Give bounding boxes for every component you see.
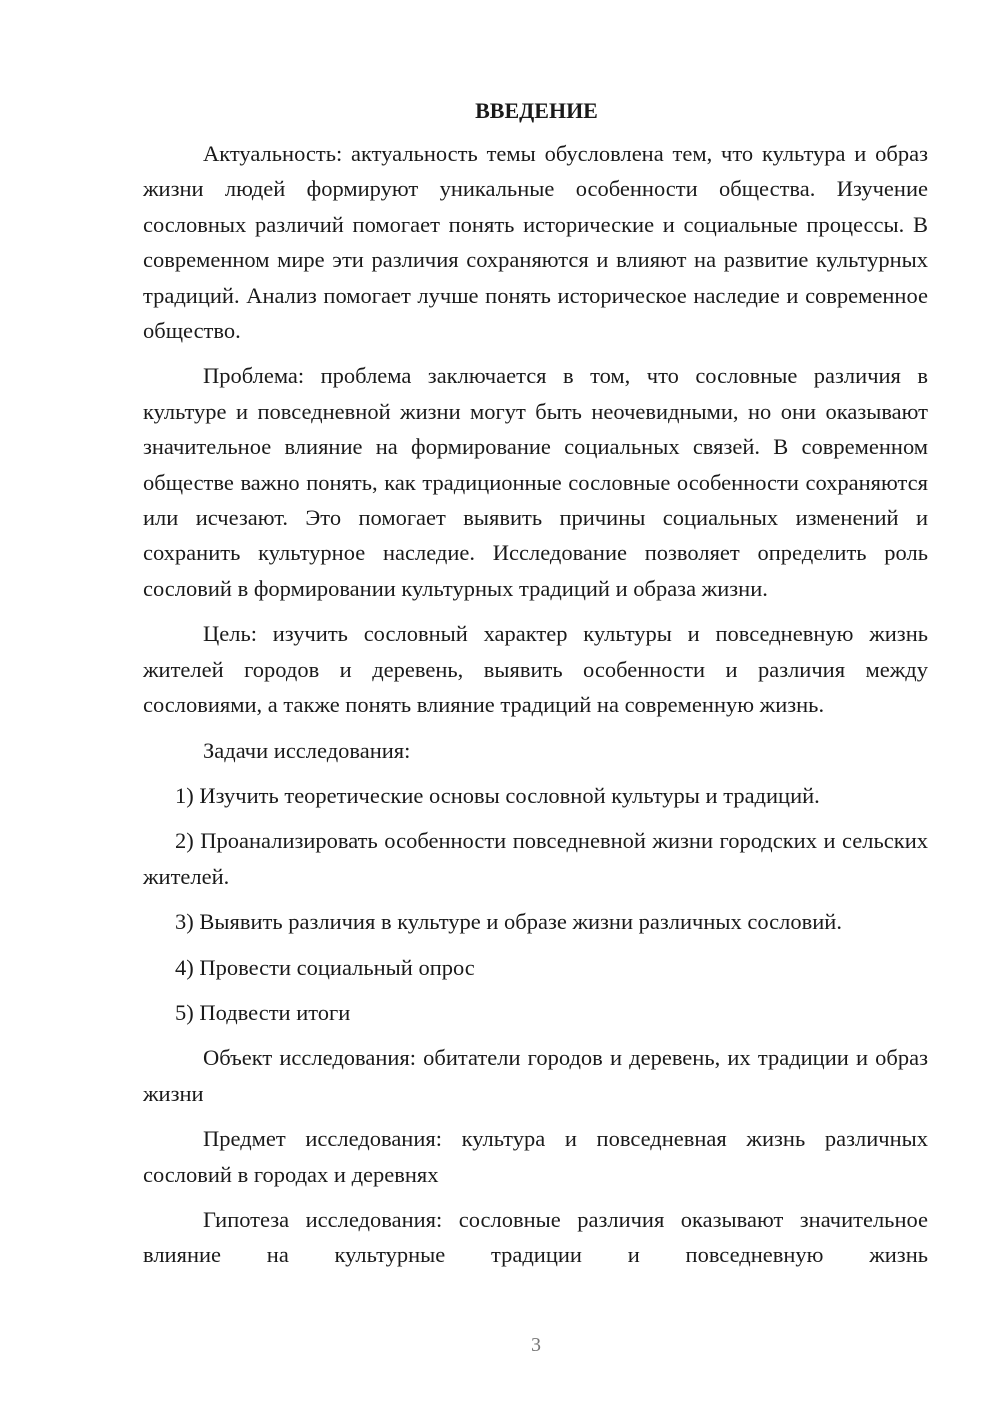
- paragraph-relevance: Актуальность: актуальность темы обусловлена тем, что культура и образ жизни людей формируют уникальные особенности общества. Изучение сословных различий помогает понять исторические и социальные процессы. В современном мире эти различия сохраняются и влияют на развитие культурных традиций. Анализ помогает лучше понять историческое наследие и современное общество.: [143, 141, 928, 344]
- paragraph-subject: Предмет исследования: культура и повседневная жизнь различных сословий в городах и деревнях: [143, 1126, 928, 1187]
- task-item-1: 1) Изучить теоретические основы сословной культуры и традиций.: [175, 782, 820, 808]
- task-item-2: 2) Проанализировать особенности повседневной жизни городских и сельских жителей.: [143, 828, 928, 889]
- paragraph-problem: Проблема: проблема заключается в том, что сословные различия в культуре и повседневной жизни могут быть неочевидными, но они оказывают значительное влияние на формирование социальных связей. В современном обществе важно понять, как традиционные сословные особенности сохраняются или исчезают. Это помогает выявить причины социальных изменений и сохранить культурное наследие. Исследование позволяет определить роль сословий в формировании культурных традиций и образа жизни.: [143, 363, 928, 601]
- task-item-3: 3) Выявить различия в культуре и образе жизни различных сословий.: [175, 909, 842, 935]
- page-content: [143, 96, 928, 1273]
- task-item-5: 5) Подвести итоги: [175, 999, 351, 1025]
- paragraph-hypothesis: Гипотеза исследования: сословные различия оказывают значительное влияние на культурные традиции и повседневную жизнь: [143, 1206, 928, 1268]
- tasks-heading: Задачи исследования:: [203, 737, 411, 763]
- section-heading: ВВЕДЕНИЕ: [475, 98, 598, 123]
- task-item-4: 4) Провести социальный опрос: [175, 954, 475, 980]
- page-number: 3: [531, 1334, 541, 1356]
- paragraph-object: Объект исследования: обитатели городов и деревень, их традиции и образ жизни: [143, 1045, 928, 1106]
- paragraph-goal: Цель: изучить сословный характер культуры и повседневную жизнь жителей городов и деревень, выявить особенности и различия между сословиями, а также понять влияние традиций на современную жизнь.: [143, 621, 928, 718]
